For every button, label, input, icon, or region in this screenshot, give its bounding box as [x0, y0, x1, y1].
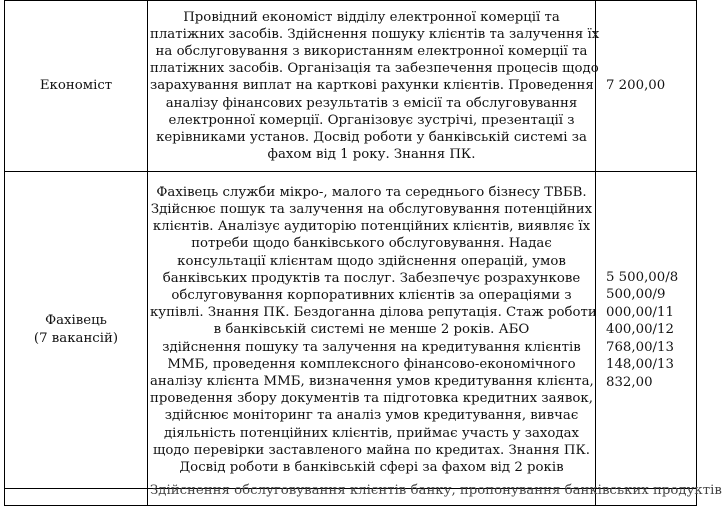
description-line: аналізу фінансових результатів з емісії та обслуговування	[165, 95, 578, 111]
description-line: купівлі. Знання ПК. Бездоганна ділова репутація. Стаж роботи	[150, 305, 597, 321]
vacancy-table	[4, 0, 722, 506]
table-row	[5, 172, 697, 489]
salary-value: 5 500,00/8	[606, 269, 679, 285]
description-line: щодо перевірки заставленого майна по кредитах. Знання ПК.	[152, 442, 591, 458]
description-line: Фахівець служби мікро-, малого та середнього бізнесу ТВБВ.	[156, 184, 587, 200]
description-line: в банківській системі не менше 2 років. АБО	[213, 322, 530, 338]
description-line: керівниками установ. Досвід роботи у банківській системі за	[156, 130, 587, 145]
salary-value: 000,00/11	[606, 304, 674, 320]
salary-value: 500,00/9	[606, 287, 666, 303]
table-row	[5, 1, 697, 172]
description-line: зарахування виплат на карткові рахунки клієнтів. Проведення	[150, 78, 594, 94]
position-title: Фахівець	[45, 313, 107, 328]
description-line: консультації клієнтам щодо здійснення операцій, умов	[177, 253, 566, 269]
description-line: на обслуговування з використанням електронної комерції та	[155, 43, 588, 59]
position-title-cell	[5, 172, 148, 489]
description-line: ММБ, проведення комплексного фінансово-економічного	[167, 356, 576, 372]
vacancy-count: (7 вакансій)	[33, 331, 119, 346]
description-line: платіжних засобів. Організація та забезпечення процесів щодо	[150, 61, 599, 77]
description-line: аналізу клієнта ММБ, визначення умов кредитування клієнта,	[150, 374, 594, 389]
salary-cell	[596, 1, 697, 172]
description-line: Провідний економіст відділу електронної комерції та	[183, 9, 560, 25]
description-line: Досвід роботи в банківській сфері за фахом від 2 років	[179, 460, 564, 476]
salary-value: 7 200,00	[606, 78, 666, 94]
description-line: здійснює моніторинг та аналіз умов кредитування, вивчає	[164, 408, 579, 424]
description-line: електронної комерції. Організовує зустрічі, презентації з	[168, 112, 575, 128]
position-title-cell	[5, 489, 148, 506]
description-line: фахом від 1 року. Знання ПК.	[267, 147, 476, 163]
table-row	[5, 489, 697, 506]
salary-value: 768,00/13	[606, 339, 674, 355]
salary-value: 400,00/12	[606, 322, 674, 338]
description-line: обслуговування корпоративних клієнтів за операціями з	[171, 287, 572, 303]
description-line: Здійснює пошук та залучення на обслуговування потенційних	[150, 201, 593, 217]
salary-value: 832,00	[606, 374, 653, 390]
description-line: потреби щодо банківського обслуговування. Надає	[191, 236, 552, 252]
description-cell	[148, 172, 596, 489]
description-line: банківських продуктів та послуг. Забезпечує розрахункове	[162, 270, 581, 286]
description-line: проведення збору документів та підготовка кредитних заявок,	[150, 391, 593, 407]
description-line: діяльність потенційних клієнтів, приймає участь у заходах	[163, 425, 580, 441]
salary-value: 148,00/13	[606, 357, 674, 373]
description-line: здійснення пошуку та залучення на кредитування клієнтів	[162, 339, 581, 355]
salary-cell	[596, 172, 697, 489]
description-cell	[148, 483, 722, 506]
position-title-cell	[5, 1, 148, 172]
position-title: Економіст	[39, 78, 113, 93]
description-line: Здійснення обслуговування клієнтів банку, пропонування банківських продуктів	[150, 483, 722, 498]
description-line: платіжних засобів. Здійснення пошуку клієнтів та залучення їх	[150, 26, 600, 42]
description-line: клієнтів. Аналізує аудиторію потенційних клієнтів, виявляє їх	[152, 219, 591, 235]
description-cell	[148, 1, 600, 172]
